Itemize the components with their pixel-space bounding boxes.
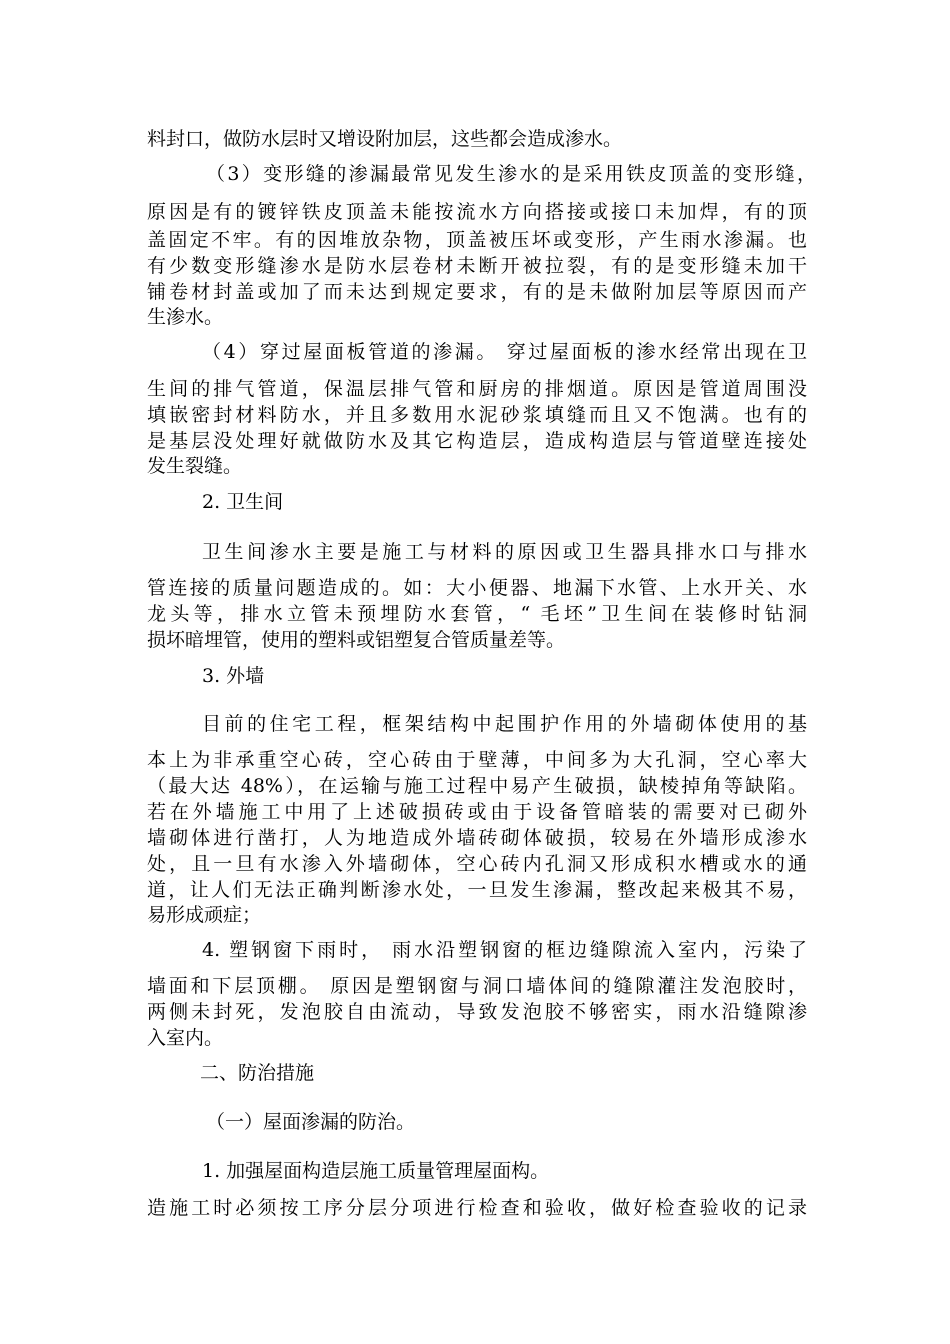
- section-heading-measures: 二、防治措施: [200, 1062, 315, 1084]
- text-line-8: （4）穿过屋面板管道的渗漏。 穿过屋面板的渗水经常出现在卫: [202, 341, 807, 363]
- text-line-9: 生间的排气管道，保温层排气管和厨房的排烟道。原因是管道周围没: [147, 378, 807, 400]
- text-line-10: 填嵌密封材料防水，并且多数用水泥砂浆填缝而且又不饱满。也有的: [147, 404, 807, 426]
- text-line-6: 铺卷材封盖或加了而未达到规定要求，有的是未做附加层等原因而产: [147, 281, 807, 303]
- heading-exterior-wall: 3. 外墙: [202, 665, 265, 687]
- text-line-20: 本上为非承重空心砖，空心砖由于壁薄，中间多为大孔洞，空心率大: [147, 749, 807, 771]
- text-line-34: 造施工时必须按工序分层分项进行检查和验收，做好检查验收的记录: [147, 1197, 807, 1219]
- text-line-4: 盖固定不牢。有的因堆放杂物，顶盖被压坏或变形，产生雨水渗漏。也: [147, 229, 807, 251]
- text-line-28: 墙面和下层顶棚。 原因是塑钢窗与洞口墙体间的缝隙灌注发泡胶时，: [147, 975, 807, 997]
- text-line-5: 有少数变形缝渗水是防水层卷材未断开被拉裂，有的是变形缝未加干: [147, 255, 807, 277]
- text-line-29: 两侧未封死，发泡胶自由流动，导致发泡胶不够密实，雨水沿缝隙渗: [147, 1001, 807, 1023]
- text-line-22: 若在外墙施工中用了上述破损砖或由于设备管暗装的需要对已砌外: [147, 801, 807, 823]
- text-line-21: （最大达 48%），在运输与施工过程中易产生破损，缺棱掉角等缺陷。: [147, 775, 807, 797]
- text-line-24: 处，且一旦有水渗入外墙砌体，空心砖内孔洞又形成积水槽或水的通: [147, 853, 807, 875]
- text-line-7: 生渗水。: [147, 306, 224, 328]
- text-line-26: 易形成顽症；: [147, 904, 262, 926]
- text-line-3: 原因是有的镀锌铁皮顶盖未能按流水方向搭接或接口未加焊，有的顶: [147, 201, 807, 223]
- text-line-15: 管连接的质量问题造成的。如：大小便器、地漏下水管、上水开关、水: [147, 577, 807, 599]
- item-heading-1: 1. 加强屋面构造层施工质量管理屋面构。: [202, 1160, 550, 1182]
- text-line-17: 损坏暗埋管，使用的塑料或铝塑复合管质量差等。: [147, 629, 566, 651]
- text-line-1: 料封口，做防水层时又增设附加层，这些都会造成渗水。: [147, 128, 623, 150]
- text-line-14: 卫生间渗水主要是施工与材料的原因或卫生器具排水口与排水: [202, 541, 807, 563]
- subheading-roof: （一）屋面渗漏的防治。: [206, 1111, 416, 1133]
- heading-bathroom: 2. 卫生间: [202, 491, 284, 513]
- text-line-11: 是基层没处理好就做防水及其它构造层，造成构造层与管道壁连接处: [147, 430, 807, 452]
- text-line-12: 发生裂缝。: [147, 455, 243, 477]
- text-line-25: 道，让人们无法正确判断渗水处，一旦发生渗漏，整改起来极其不易，: [147, 879, 807, 901]
- text-line-30: 入室内。: [147, 1027, 224, 1049]
- text-line-23: 墙砌体进行凿打，人为地造成外墙砖砌体破损，较易在外墙形成渗水: [147, 827, 807, 849]
- text-line-16: 龙头等，排水立管未预埋防水套管，“ 毛坯”卫生间在装修时钻洞: [147, 603, 807, 625]
- text-line-19: 目前的住宅工程，框架结构中起围护作用的外墙砌体使用的基: [202, 713, 807, 735]
- text-line-27: 4. 塑钢窗下雨时， 雨水沿塑钢窗的框边缝隙流入室内，污染了: [202, 939, 807, 961]
- text-line-2: （3）变形缝的渗漏最常见发生渗水的是采用铁皮顶盖的变形缝，: [206, 163, 816, 185]
